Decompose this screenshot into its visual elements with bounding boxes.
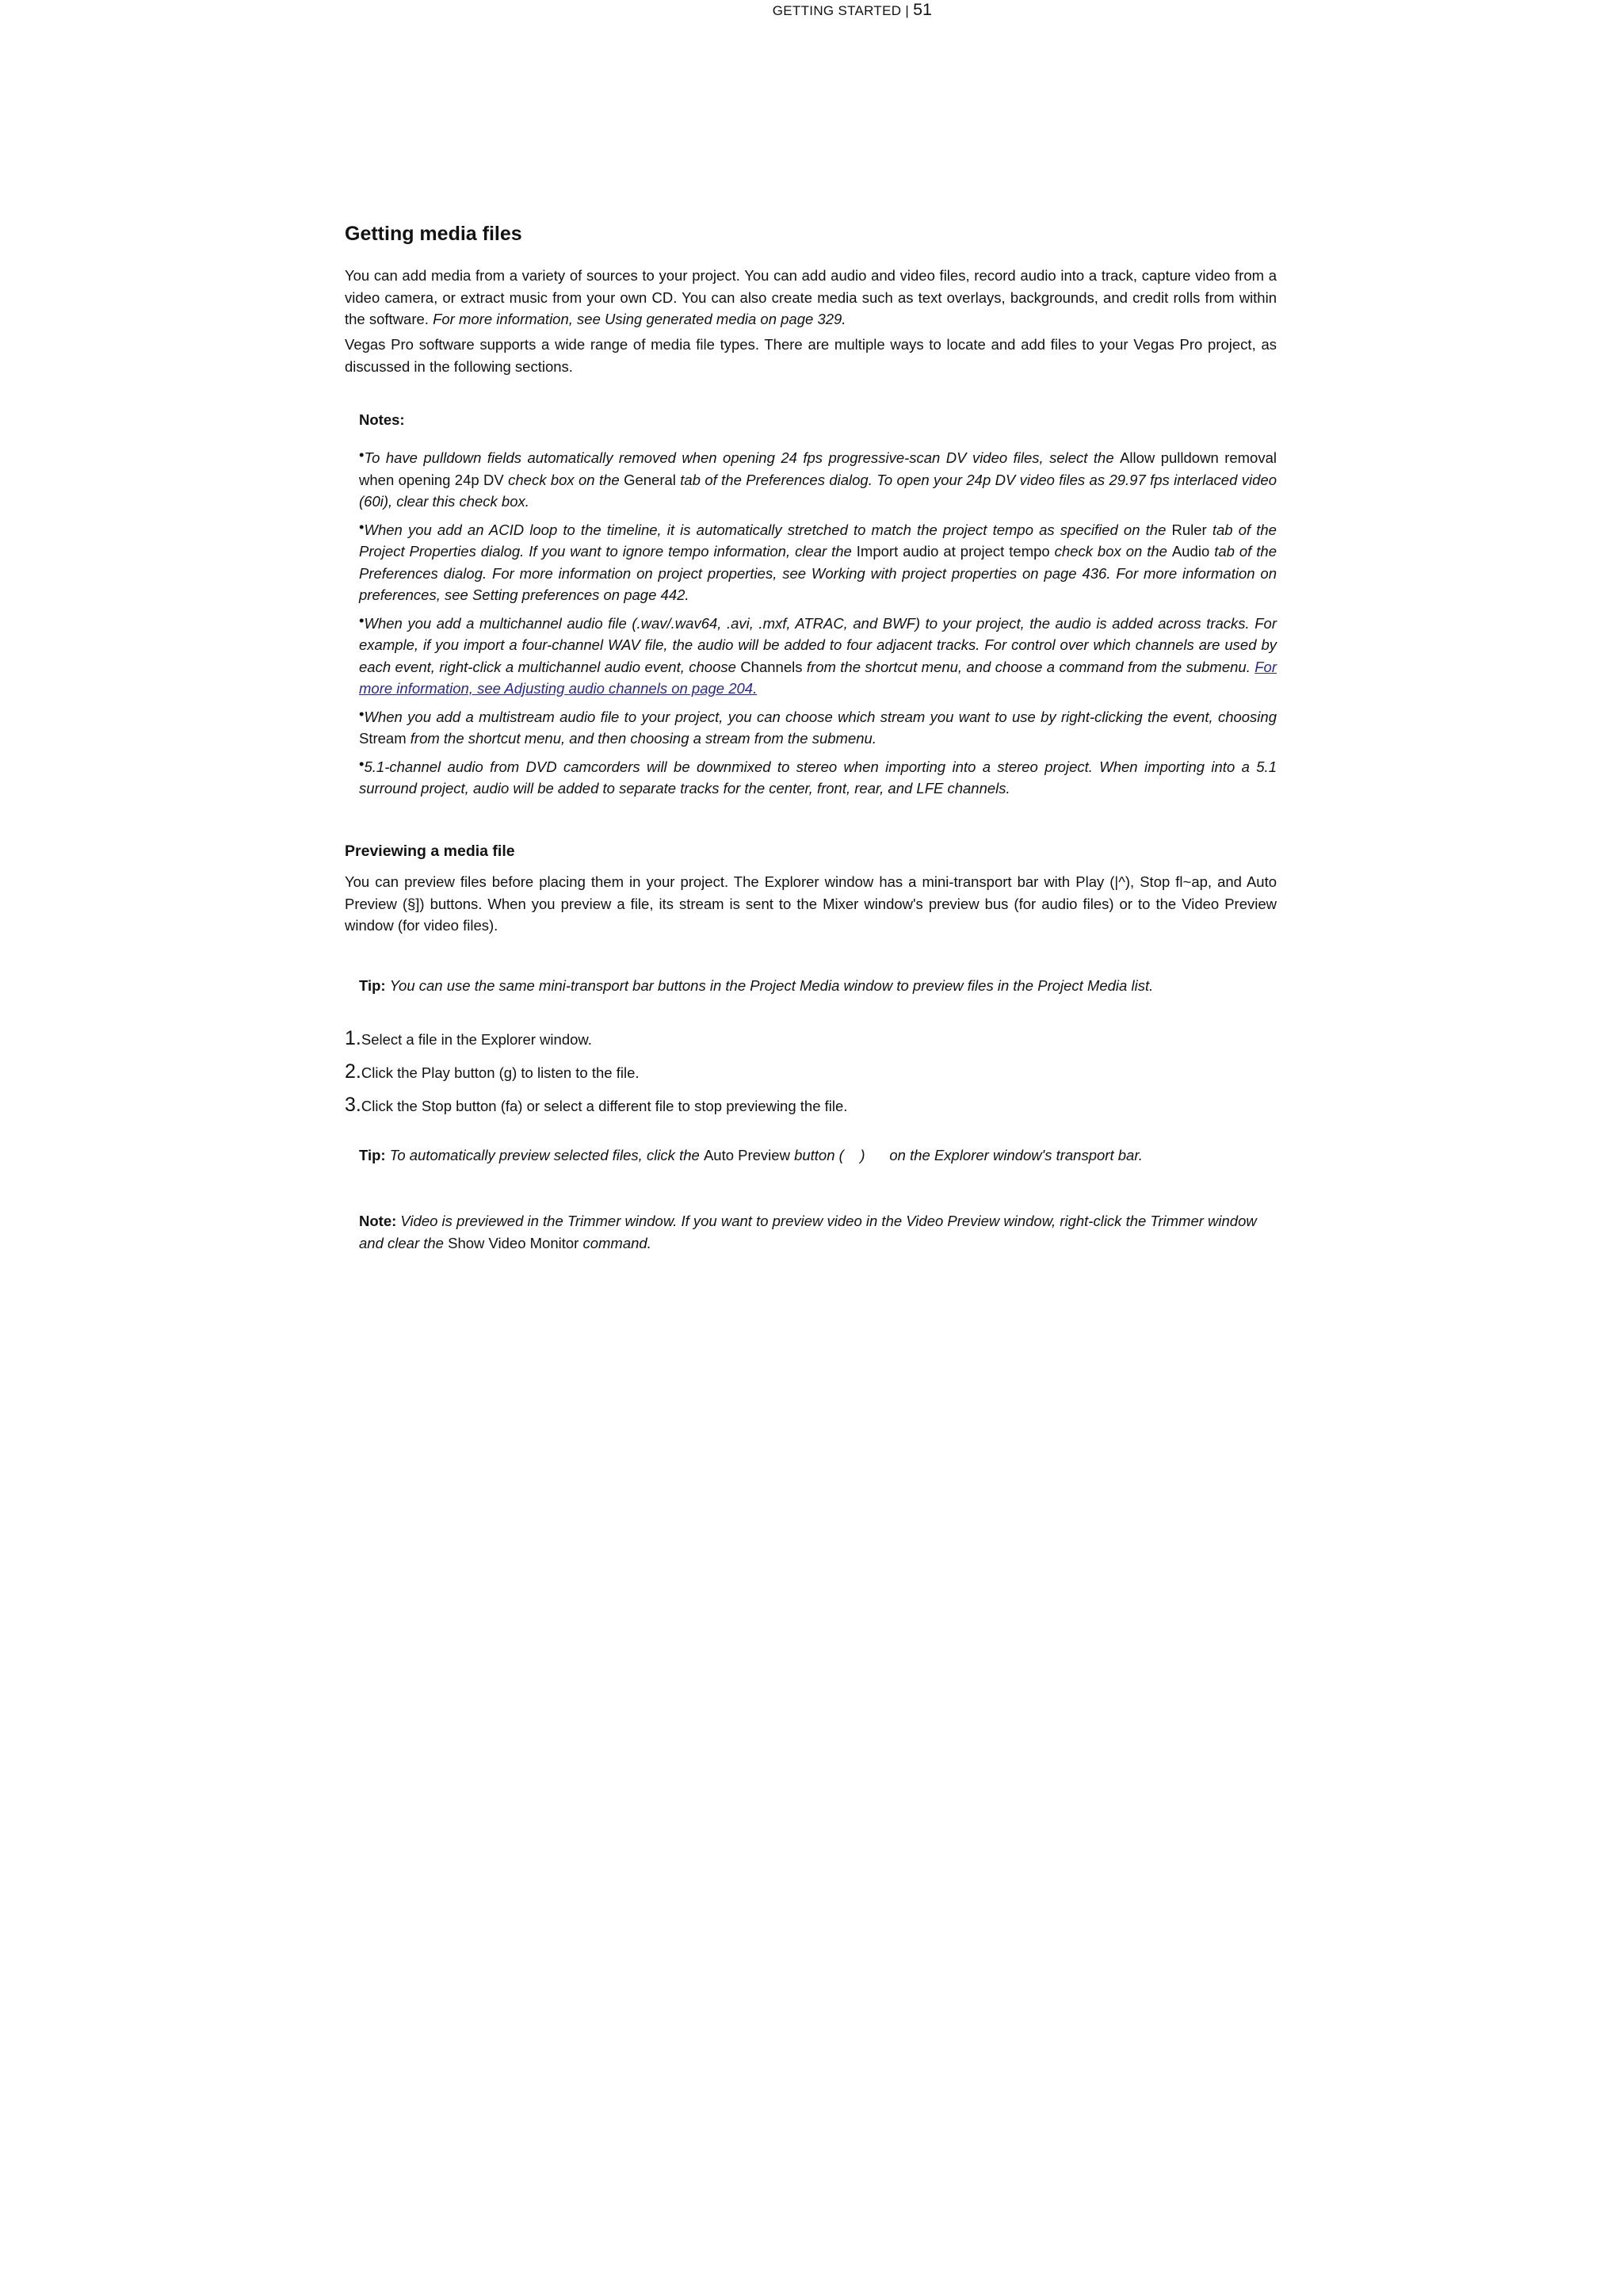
text-segment: General <box>624 471 681 488</box>
step-item <box>345 1026 1277 1053</box>
intro-paragraph-2 <box>345 334 1277 377</box>
notes-bullet-list <box>359 447 1277 806</box>
text-segment: You can preview files before placing them in your project. The Explorer window has a mini-transport bar with Play (|^), Stop fl~ap, and Auto Preview (§]) buttons. When you preview a file, its stream is sent to the Mixer window's preview bus (for audio files) or to the Video Preview window (for video files). <box>345 873 1277 934</box>
subsection-heading: Previewing a media file <box>345 842 515 860</box>
step-item <box>345 1060 1277 1087</box>
text-segment: Stream <box>359 730 411 747</box>
page-title: Getting media files <box>345 223 522 245</box>
text-segment: Import audio at project tempo <box>856 543 1055 560</box>
text-segment: When you add an ACID loop to the timeline, it is automatically stretched to match the project tempo as specified on the <box>364 521 1172 538</box>
intro-paragraph-1 <box>345 265 1277 330</box>
page-footer <box>0 0 932 20</box>
step-text <box>361 1031 592 1048</box>
text-segment: • <box>359 705 365 722</box>
text-segment: When you add a multichannel audio file (.wav/.wav64, .avi, .mxf, ATRAC, and BWF) to your project, the audio is added across tracks. For example, if you import a four-channel WAV file, the audio will be added to four adjacent tracks. For control over which channels are used by each event, right-click a multichannel audio event, choose <box>359 614 1277 675</box>
text-segment: • <box>359 755 365 772</box>
step-number: 3. <box>345 1094 361 1116</box>
tip-block <box>359 975 1277 997</box>
note-bullet <box>359 447 1277 513</box>
text-segment: To automatically preview selected files, click the <box>389 1147 704 1163</box>
text-segment: 5.1-channel audio from DVD camcorders will be downmixed to stereo when importing into a stereo project. When importing into a 5.1 surround project, audio will be added to separate tracks for the center, front, rear, and LFE channels. <box>359 758 1277 797</box>
step-list <box>345 1026 1277 1126</box>
text-segment: Select a file in the Explorer window. <box>361 1031 592 1048</box>
text-segment: from the shortcut menu, and then choosing a stream from the submenu. <box>410 730 876 747</box>
text-segment: from the shortcut menu, and choose a command from the submenu. <box>806 658 1255 675</box>
text-segment: Allow pulldown removal when opening 24p DV <box>359 449 1277 488</box>
footer-separator: | <box>901 3 914 18</box>
note-bullet <box>359 756 1277 800</box>
text-segment: Vegas Pro software supports a wide range of media file types. There are multiple ways to locate and add files to your Vegas Pro project, as discussed in the following sections. <box>345 336 1277 375</box>
text-segment: Click the Play button (g) to listen to the file. <box>361 1064 640 1081</box>
step-text <box>361 1098 848 1114</box>
tip-block <box>359 1144 1277 1167</box>
text-segment: Note: <box>359 1213 401 1229</box>
text-segment: For more information, see Using generated media on page 329. <box>433 311 846 327</box>
text-segment: Auto Preview <box>703 1147 795 1163</box>
text-segment: button ( ) on the Explorer window's transport bar. <box>794 1147 1143 1163</box>
text-segment: command. <box>582 1234 651 1251</box>
text-segment: Click the Stop button (fa) or select a different file to stop previewing the file. <box>361 1098 848 1114</box>
step-text <box>361 1064 640 1081</box>
text-segment: tab of the Preferences dialog. To open your 24p DV video files as 29.97 fps interlaced video (60i), clear this check box. <box>359 471 1277 510</box>
footer-section-label: GETTING STARTED <box>772 3 902 18</box>
note-bullet <box>359 519 1277 606</box>
text-segment: Channels <box>740 658 807 675</box>
text-segment: tab of the Preferences dialog. For more information on project properties, see Working with project properties on page 436. For more information on preferences, see Setting preferences on page 442. <box>359 543 1277 603</box>
note-block <box>359 1210 1277 1254</box>
cross-reference-link[interactable]: For more information, see Adjusting audio channels on page 204. <box>359 658 1277 697</box>
text-segment: Audio <box>1171 543 1215 560</box>
step-item <box>345 1093 1277 1120</box>
text-segment: check box on the <box>508 471 624 488</box>
text-segment: Show Video Monitor <box>448 1234 583 1251</box>
text-segment: • <box>359 518 365 535</box>
text-segment: Video is previewed in the Trimmer window. If you want to preview video in the Video Preview window, right-click the Trimmer window and clear the <box>359 1213 1257 1251</box>
text-segment: • <box>359 446 365 463</box>
step-number: 1. <box>345 1027 361 1049</box>
preview-paragraph <box>345 871 1277 937</box>
text-segment: Ruler <box>1171 521 1212 538</box>
text-segment: tab of the Project Properties dialog. If you want to ignore tempo information, clear the <box>359 521 1277 560</box>
text-segment: Tip: <box>359 1147 390 1163</box>
text-segment: To have pulldown fields automatically removed when opening 24 fps progressive-scan DV video files, select the <box>364 449 1121 466</box>
note-bullet <box>359 613 1277 700</box>
text-segment: You can add media from a variety of sources to your project. You can add audio and video files, record audio into a track, capture video from a video camera, or extract music from your own CD. You can also create media such as text overlays, backgrounds, and credit rolls from within the software. <box>345 267 1277 327</box>
text-segment: Tip: <box>359 977 390 994</box>
note-bullet <box>359 706 1277 750</box>
footer-page-number: 51 <box>913 0 932 19</box>
notes-label: Notes: <box>359 411 405 428</box>
text-segment: • <box>359 611 365 628</box>
text-segment: You can use the same mini-transport bar buttons in the Project Media window to preview files in the Project Media list. <box>389 977 1154 994</box>
text-segment: check box on the <box>1054 543 1172 560</box>
text-segment: When you add a multistream audio file to your project, you can choose which stream you want to use by right-clicking the event, choosing <box>364 708 1277 725</box>
step-number: 2. <box>345 1060 361 1083</box>
